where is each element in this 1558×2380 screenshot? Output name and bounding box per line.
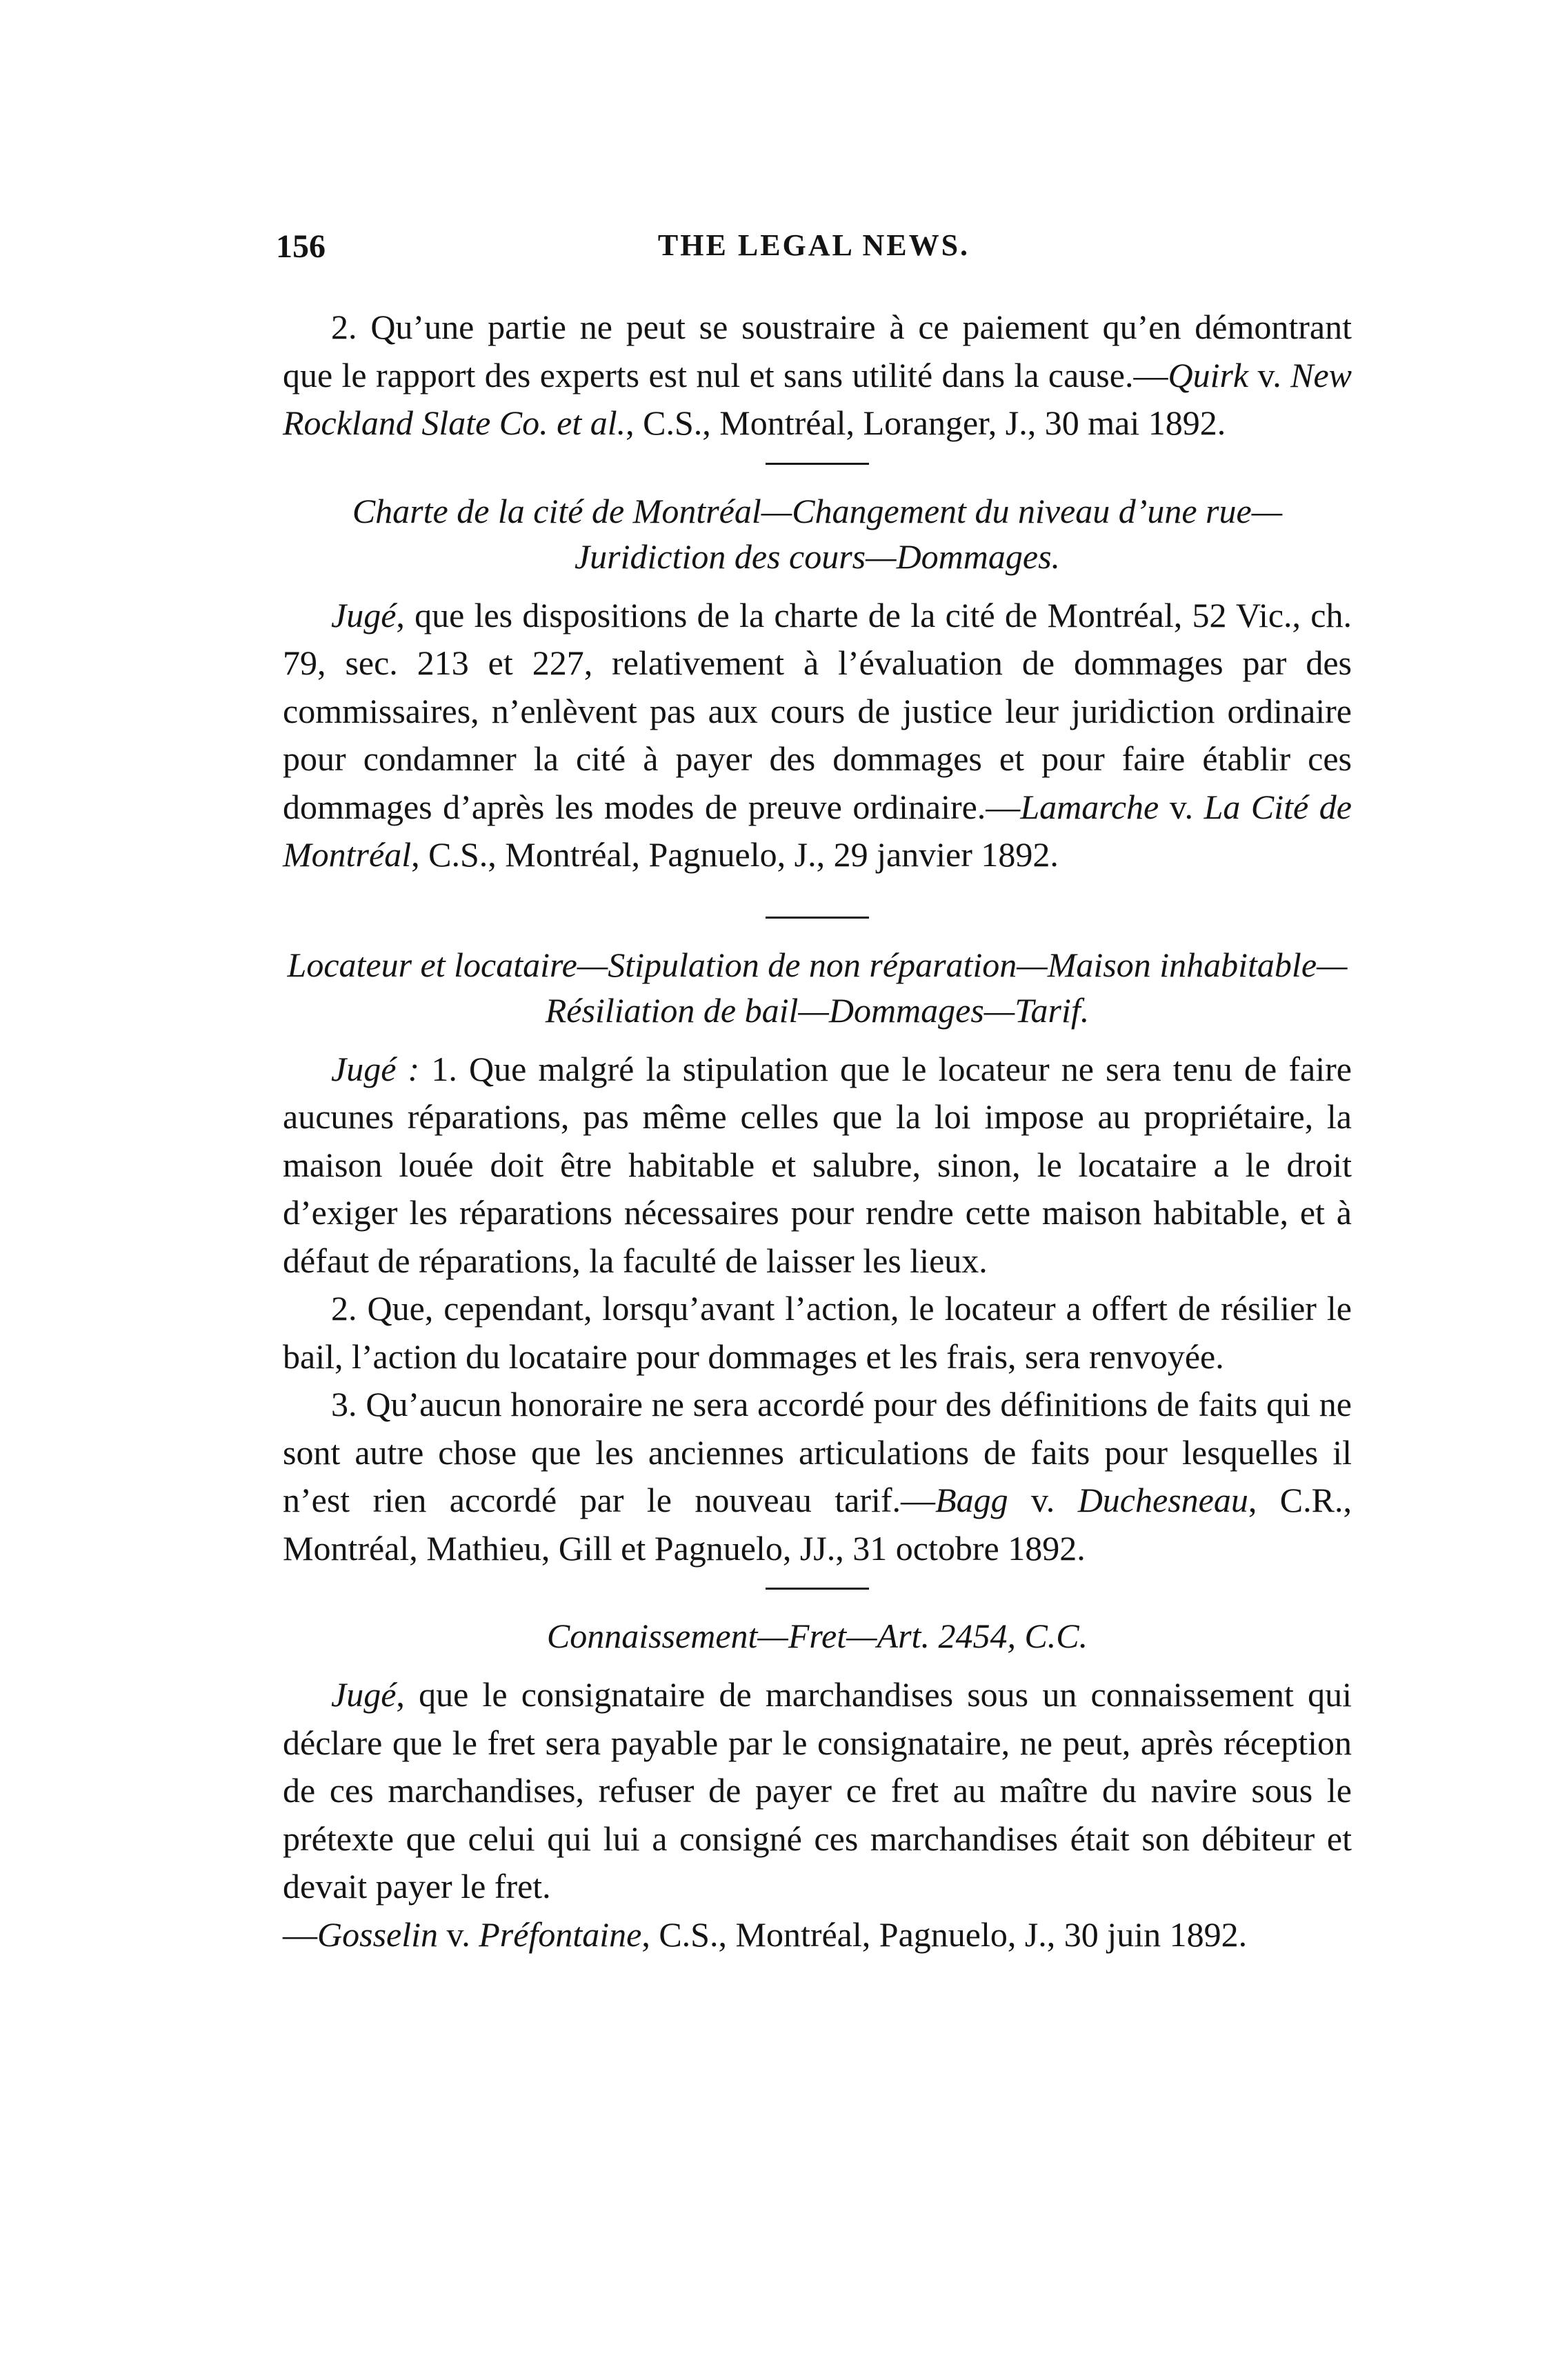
paragraph-text: 2. Qu’une partie ne peut se soustraire à ce paiement qu’en démontrant que le rapport des experts est nul et sans utilité dans la cause.—: [283, 308, 1352, 394]
section-paragraph: [283, 1046, 1352, 1286]
case-name: Quirk: [1168, 355, 1249, 394]
juge-label: Jugé :: [331, 1049, 420, 1088]
party-name: Préfontaine: [479, 1914, 642, 1954]
juge-label: Jugé: [331, 595, 397, 634]
section-divider: [766, 917, 869, 919]
section-paragraph: [283, 1671, 1352, 1959]
page-header: [276, 228, 1352, 276]
case-name: Gosselin: [317, 1914, 438, 1954]
paragraph-text: 1. Que malgré la stipulation que le locateur ne sera tenu de faire aucunes réparations, pas même celles que la loi impose au propriétaire, la maison louée doit être habitable et salubre, sinon, le locataire a le droit d’exiger les réparations nécessaires pour rendre cette maison habitable, et à défaut de réparations, la faculté de laisser les lieux.: [283, 1049, 1352, 1280]
citation: , C.R., Montréal, Mathieu, Gill et Pagnuelo, JJ., 31 octobre 1892.: [283, 1481, 1352, 1568]
dash: —: [283, 1914, 317, 1954]
section-heading: Charte de la cité de Montréal—Changement du niveau d’une rue—Juridiction des cours—Dommages.: [352, 491, 1283, 576]
citation: , C.S., Montréal, Loranger, J., 30 mai 1892.: [626, 403, 1226, 442]
case-name: Bagg: [935, 1481, 1008, 1519]
section-paragraph: 2. Que, cependant, lorsqu’avant l’action, le locateur a offert de résilier le bail, l’action du locataire pour dommages et les frais, sera renvoyée.: [283, 1289, 1352, 1376]
party-name: New Rockland Slate Co. et al.: [283, 355, 1352, 442]
citation: , C.S., Montréal, Pagnuelo, J., 30 juin 1892.: [641, 1914, 1248, 1954]
versus: v.: [1159, 787, 1204, 826]
paragraph-text: , que les dispositions de la charte de la cité de Montréal, 52 Vic., ch. 79, sec. 213 et 227, relativement à l’évaluation de dommages par des commissaires, n’enlèvent pas aux cours de justice leur juridiction ordinaire pour condamner la cité à payer des dommages et pour faire établir ces dommages d’après les modes de preuve ordinaire.—: [283, 595, 1352, 826]
versus: v.: [1008, 1481, 1078, 1519]
section-divider: [766, 1588, 869, 1590]
page-number: 156: [276, 228, 326, 265]
section-heading: Connaissement—Fret—Art. 2454, C.C.: [546, 1617, 1088, 1655]
paragraph-text: 3. Qu’aucun honoraire ne sera accordé pour des définitions de faits qui ne sont autre chose que les anciennes articulations de faits pour lesquelles il n’est rien accordé par le nouveau tarif.—: [283, 1385, 1352, 1519]
citation: , C.S., Montréal, Pagnuelo, J., 29 janvier 1892.: [411, 835, 1059, 874]
section-paragraph: [283, 592, 1352, 879]
paragraph-text: , que le consignataire de marchandises sous un connaissement qui déclare que le fret sera payable par le consignataire, ne peut, après réception de ces marchandises, refuser de payer ce fret au maître du navire sous le prétexte que celui qui lui a consigné ces marchandises était son débiteur et devait payer le fret.: [283, 1675, 1352, 1906]
juge-label: Jugé: [331, 1675, 397, 1714]
running-title: THE LEGAL NEWS.: [657, 228, 970, 262]
continuation-paragraph: [283, 303, 1352, 448]
versus: v.: [1248, 355, 1291, 394]
case-name: Lamarche: [1020, 787, 1159, 826]
party-name: La Cité de Montréal: [283, 787, 1352, 874]
section-divider: [766, 463, 869, 465]
party-name: Duchesneau: [1077, 1481, 1248, 1519]
versus: v.: [438, 1914, 479, 1954]
section-heading: Locateur et locataire—Stipulation de non réparation—Maison inhabitable—Résiliation de bail—Dommages—Tarif.: [287, 945, 1348, 1030]
section-paragraph: [283, 1381, 1352, 1572]
page-body: [283, 303, 1352, 1959]
